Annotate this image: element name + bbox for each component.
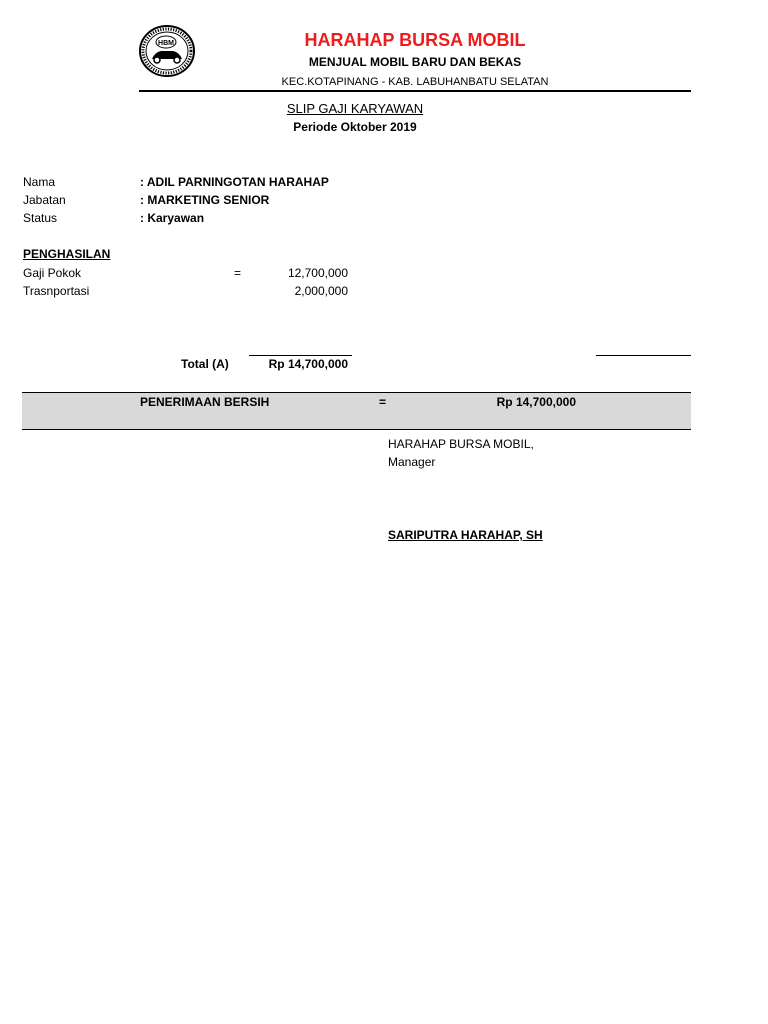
net-band bbox=[22, 392, 691, 411]
signature-name: SARIPUTRA HARAHAP, SH bbox=[388, 528, 543, 542]
net-eq: = bbox=[379, 395, 387, 409]
total-value: Rp 14,700,000 bbox=[268, 357, 348, 371]
status-label: Status bbox=[23, 211, 58, 225]
header-divider bbox=[139, 90, 691, 92]
income-row-amount: 12,700,000 bbox=[287, 266, 348, 280]
name-label: Nama bbox=[23, 175, 56, 189]
name-value: : ADIL PARNINGOTAN HARAHAP bbox=[140, 175, 329, 189]
income-row-label: Trasnportasi bbox=[23, 284, 90, 298]
signature-role: Manager bbox=[388, 455, 436, 469]
company-logo bbox=[139, 25, 195, 77]
position-label: Jabatan bbox=[23, 193, 66, 207]
deduction-total-rule bbox=[596, 355, 691, 356]
slip-title: SLIP GAJI KARYAWAN bbox=[286, 101, 424, 116]
net-band-empty bbox=[22, 411, 691, 430]
income-heading: PENGHASILAN bbox=[23, 247, 111, 261]
company-name: HARAHAP BURSA MOBIL bbox=[304, 30, 526, 50]
income-row-amount: 2,000,000 bbox=[294, 284, 348, 298]
signature-company: HARAHAP BURSA MOBIL, bbox=[388, 437, 534, 451]
total-rule bbox=[249, 355, 352, 356]
income-row-eq: = bbox=[234, 266, 242, 280]
net-label: PENERIMAAN BERSIH bbox=[140, 395, 270, 409]
position-value: : MARKETING SENIOR bbox=[140, 193, 270, 207]
total-label: Total (A) bbox=[181, 357, 229, 371]
company-address: KEC.KOTAPINANG - KAB. LABUHANBATU SELATAN bbox=[281, 76, 549, 88]
logo-initials: HBM bbox=[158, 40, 174, 47]
company-tagline: MENJUAL MOBIL BARU DAN BEKAS bbox=[308, 55, 522, 69]
income-row-label: Gaji Pokok bbox=[23, 266, 82, 280]
net-value: Rp 14,700,000 bbox=[496, 395, 576, 409]
status-value: : Karyawan bbox=[140, 211, 205, 225]
slip-period: Periode Oktober 2019 bbox=[293, 120, 417, 134]
